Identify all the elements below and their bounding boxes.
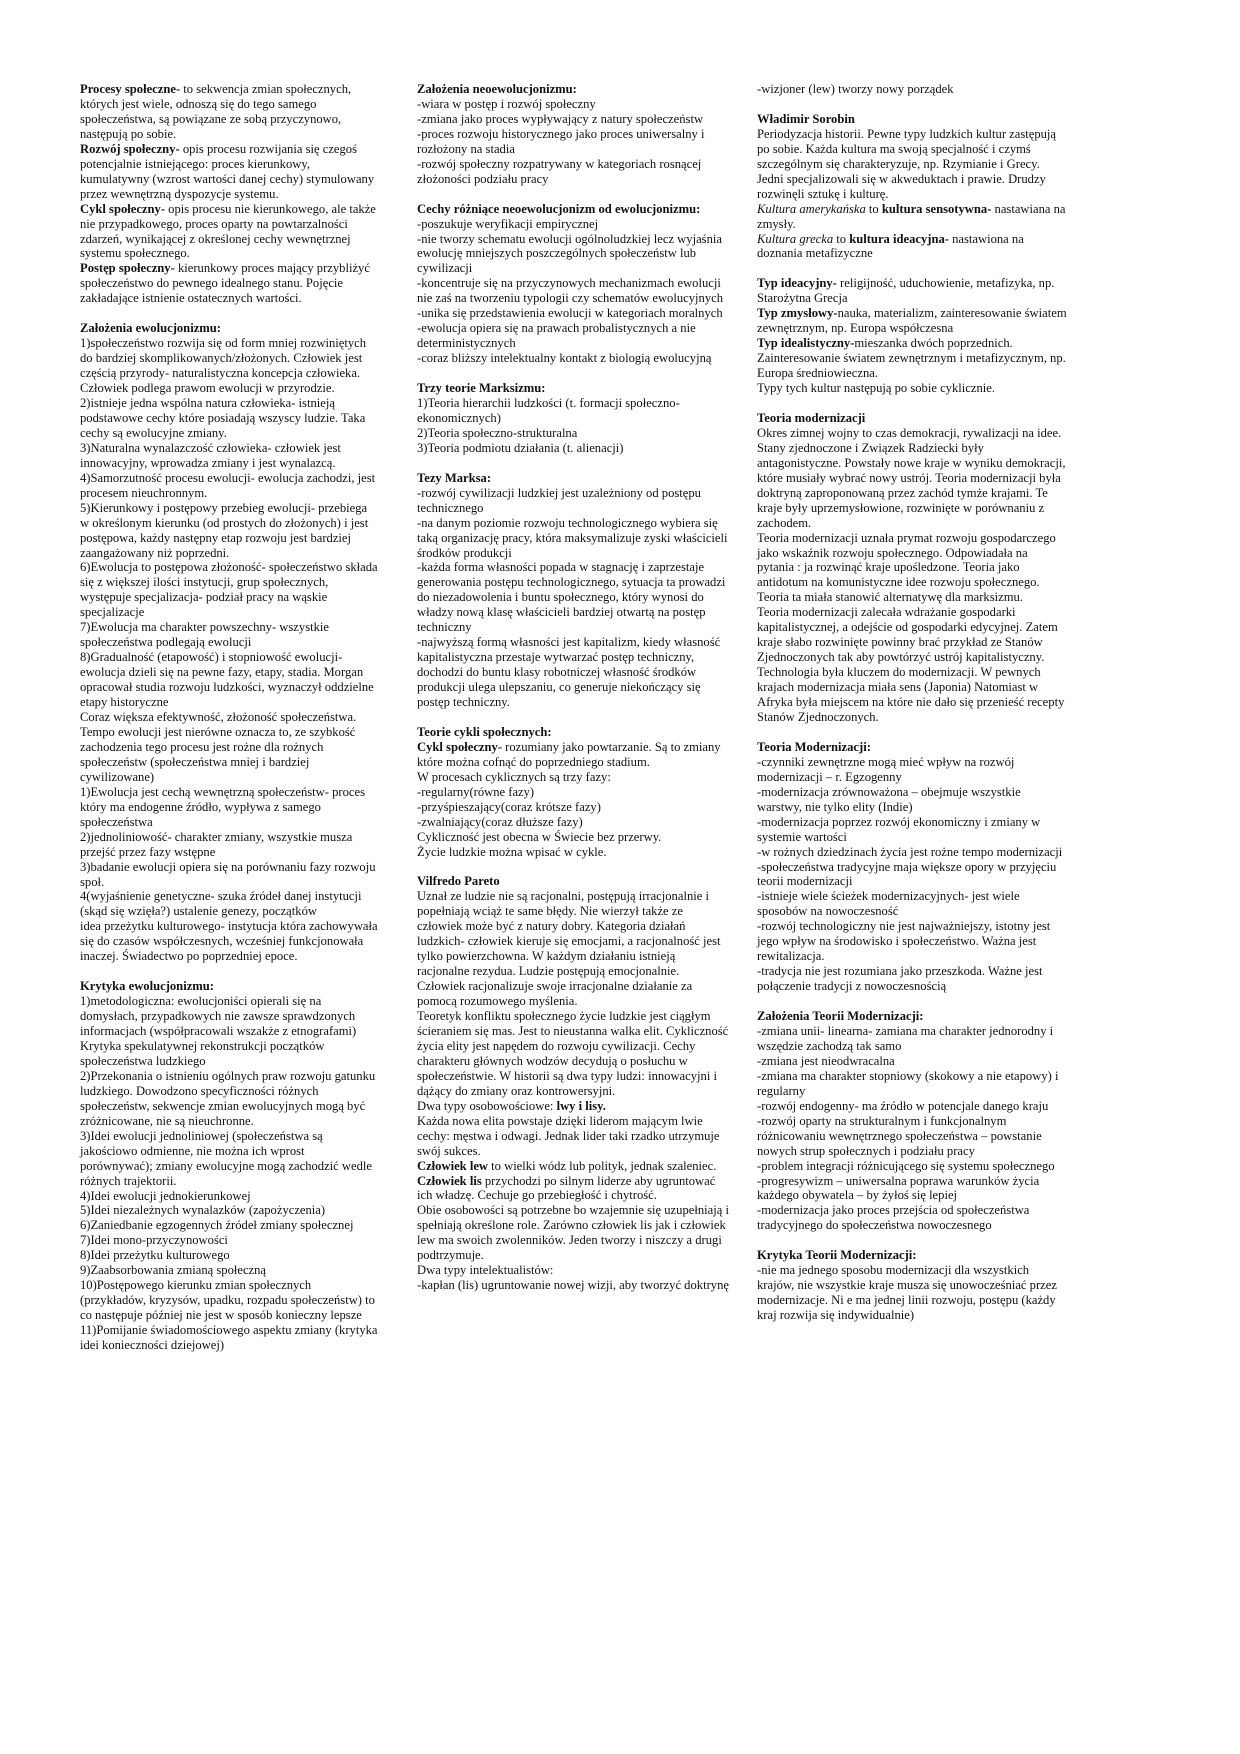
- paragraph: [757, 1099, 1067, 1114]
- section-heading: Krytyka ewolucjonizmu:: [80, 979, 214, 994]
- section-heading: Teoria Modernizacji:: [757, 739, 871, 754]
- bold-term: Rozwój społeczny-: [80, 141, 180, 156]
- paragraph: [417, 815, 729, 830]
- paragraph: [80, 1189, 378, 1204]
- paragraph: [417, 1263, 729, 1278]
- paragraph-text: religijność, uduchowienie, metafizyka, np. Starożytna Grecja: [757, 276, 1055, 306]
- paragraph: [757, 755, 1067, 785]
- paragraph-text: -rozwój technologiczny nie jest najważniejszy, istotny jest jego wpływ na środowisko i społeczeństwo. Ważna jest rewitalizacja.: [757, 919, 1051, 964]
- paragraph: [80, 1278, 378, 1323]
- section-heading: Założenia neoewolucjonizmu:: [417, 82, 577, 96]
- paragraph: [417, 396, 729, 426]
- section-heading: Założenia Teorii Modernizacji:: [757, 1009, 924, 1024]
- paragraph-text: Technologia była kluczem do modernizacji. W pewnych krajach modernizacja miała sens (Japonia) Natomiast w Afryka była miejscem na które nie dało się przenieść recepty Stanów Zjednoczonych.: [757, 665, 1065, 724]
- paragraph-text: -kapłan (lis) ugruntowanie nowej wizji, aby tworzyć doktrynę: [417, 1278, 729, 1293]
- paragraph-text: 2)jednoliniowość- charakter zmiany, wszystkie musza przejść przez fazy wstępne: [80, 829, 353, 859]
- paragraph-text: mieszanka dwóch poprzednich. Zainteresowanie światem zewnętrznym i metafizycznym, np. Europa średniowieczna.: [757, 336, 1066, 381]
- paragraph-text: 3)Naturalna wynalazczość człowieka- człowiek jest innowacyjny, wprowadza zmiany i jest wynalazcą.: [80, 440, 341, 470]
- paragraph: [80, 396, 378, 441]
- paragraph-text: -wiara w postęp i rozwój społeczny: [417, 96, 596, 111]
- paragraph-text: 1)Teoria hierarchii ludzkości (t. formacji społeczno-ekonomicznych): [417, 395, 680, 425]
- paragraph-text: -zmiana jest nieodwracalna: [757, 1053, 895, 1068]
- paragraph-text: Cykliczność jest obecna w Świecie bez przerwy.: [417, 829, 662, 844]
- paragraph-text: nastawiana na zmysły.: [757, 201, 1066, 231]
- section-block: [757, 276, 1067, 396]
- bold-term: Typ ideacyjny-: [757, 276, 837, 291]
- section-heading: Vilfredo Pareto: [417, 874, 500, 889]
- paragraph-text: -rozwój cywilizacji ludzkiej jest uzależniony od postępu technicznego: [417, 485, 701, 515]
- paragraph: [757, 306, 1067, 336]
- paragraph-text: przychodzi po silnym liderze aby ugruntować ich władzę. Cechuje go przebiegłość i chytrość.: [417, 1173, 716, 1203]
- paragraph: [417, 97, 729, 112]
- paragraph: [757, 1174, 1067, 1204]
- section-block: [757, 740, 1067, 994]
- paragraph-text: Teoria modernizacji uznała prymat rozwoju gospodarczego jako wskaźnik rozwoju społecznego. Odpowiadała na pytania : ja rozwinąć kraje upośledzone. Teoria jako antidotum na komunistyczne idee rozwoju społecznego. Teoria ta miała stanowić alternatywę dla marksizmu.: [757, 530, 1056, 605]
- section-heading: Założenia ewolucjonizmu:: [80, 321, 221, 336]
- paragraph: [417, 845, 729, 860]
- paragraph-text: -społeczeństwa tradycyjne maja większe opory w przyjęciu teorii modernizacji: [757, 859, 1057, 889]
- paragraph: [80, 1263, 378, 1278]
- section-block: [417, 471, 729, 710]
- section-block: [757, 82, 1067, 97]
- paragraph-text: 6)Zaniedbanie egzogennych źródeł zmiany społecznej: [80, 1218, 354, 1233]
- paragraph-text: to: [865, 201, 882, 216]
- paragraph: [417, 157, 729, 187]
- paragraph: [80, 919, 378, 964]
- section-block: [757, 411, 1067, 725]
- paragraph-text: -rozwój społeczny rozpatrywany w kategoriach rosnącej złożoności podziału pracy: [417, 156, 702, 186]
- paragraph: [80, 1323, 378, 1353]
- paragraph: [757, 1203, 1067, 1233]
- paragraph: [417, 785, 729, 800]
- paragraph: [757, 336, 1067, 381]
- section-block: [417, 381, 729, 456]
- paragraph-text: 3)Teoria podmiotu działania (t. alienacji): [417, 440, 624, 455]
- paragraph: [757, 1024, 1067, 1054]
- bold-term: Typ zmysłowy-: [757, 306, 838, 321]
- paragraph: [80, 889, 378, 919]
- italic-term: Kultura amerykańska: [757, 201, 866, 216]
- paragraph-text: Periodyzacja historii. Pewne typy ludzkich kultur zastępują po sobie. Każda kultura ma swoją specjalność i czymś szczególnym się charakteryzuje, np. Rzymianie i Grecy. Jedni specjalizowali się w akweduktach i prawie. Drudzy rozwinęli sztukę i kulturę.: [757, 126, 1057, 201]
- bold-term: Typ idealistyczny-: [757, 336, 855, 351]
- paragraph: [417, 1159, 729, 1174]
- paragraph: [80, 710, 378, 785]
- bold-term: Cykl społeczny-: [80, 201, 166, 216]
- column-right: [757, 82, 1067, 1338]
- paragraph: [80, 560, 378, 620]
- paragraph-text: 4)Samorzutność procesu ewolucji- ewolucja zachodzi, jest procesem nieuchronnym.: [80, 470, 376, 500]
- paragraph-text: -modernizacja jako proces przejścia od społeczeństwa tradycyjnego do społeczeństwa nowoczesnego: [757, 1203, 1030, 1233]
- paragraph: [417, 635, 729, 710]
- paragraph: [417, 441, 729, 456]
- bold-term: Człowiek lew: [417, 1158, 488, 1173]
- paragraph-text: 1)Ewolucja jest cechą wewnętrzną społeczeństw- proces który ma endogenne źródło, wypływa z samego społeczeństwa: [80, 784, 365, 829]
- paragraph-text: -ewolucja opiera się na prawach probalistycznych a nie deterministycznych: [417, 321, 696, 351]
- paragraph-text: rozumiany jako powtarzanie. Są to zmiany które można cofnąć do poprzedniego stadium.: [417, 739, 721, 769]
- paragraph: [417, 306, 729, 321]
- paragraph-text: to wielki wódz lub polityk, jednak szaleniec.: [488, 1158, 717, 1173]
- paragraph-text: -każda forma własności popada w stagnację i zaprzestaje generowania postępu technologicznego, sytuacja ta prowadzi do niezadowolenia i buntu społecznego, który wynosi do władzy nową klasę właścicieli bardziej otwartą na postęp techniczny: [417, 560, 726, 635]
- paragraph-text: -progresywizm – uniwersalna poprawa warunków życia każdego obywatela – by żyłoś się lepiej: [757, 1173, 1040, 1203]
- paragraph: [80, 82, 378, 142]
- paragraph: [417, 800, 729, 815]
- paragraph-text: kierunkowy proces mający przybliżyć społeczeństwo do pewnego idealnego stanu. Pojęcie zakładające istnienie ostatecznych wartości.: [80, 261, 370, 306]
- paragraph: [757, 1114, 1067, 1159]
- section-heading: Trzy teorie Marksizmu:: [417, 381, 546, 396]
- paragraph: [757, 1054, 1067, 1069]
- paragraph: [417, 1174, 729, 1204]
- paragraph-text: to sekwencja zmian społecznych, których jest wiele, odnoszą się do tego samego społeczeństwa, są powiązane ze sobą przyczynowo, następują po sobie.: [80, 82, 352, 141]
- italic-term: Kultura grecka: [757, 231, 834, 246]
- paragraph: [80, 202, 378, 262]
- paragraph-text: 4)Idei ewolucji jednokierunkowej: [80, 1188, 251, 1203]
- paragraph-text: -tradycja nie jest rozumiana jako przeszkoda. Ważne jest połączenie tradycji z nowoczesnością: [757, 964, 1043, 994]
- bold-term: Postęp społeczny-: [80, 261, 175, 276]
- paragraph: [757, 1159, 1067, 1174]
- paragraph-text: opis procesu nie kierunkowego, ale także nie przypadkowego, proces oparty na powtarzalności zdarzeń, wynikającej z określonej cechy wewnętrznej systemu społecznego.: [80, 201, 376, 261]
- paragraph: [417, 560, 729, 635]
- paragraph: [80, 620, 378, 650]
- paragraph-text: -przyśpieszający(coraz krótsze fazy): [417, 799, 601, 814]
- paragraph-text: Coraz większa efektywność, złożoność społeczeństwa. Tempo ewolucji jest nierówne oznacza to, ze szybkość zachodzenia tego procesu jest rożne dla rożnych społeczeństw (społeczeństwa mniej i bardziej cywilizowane): [80, 710, 357, 784]
- paragraph-text: to: [833, 231, 850, 246]
- paragraph: [417, 127, 729, 157]
- paragraph-text: Dwa typy intelektualistów:: [417, 1263, 554, 1278]
- paragraph: [80, 994, 378, 1069]
- paragraph: [80, 142, 378, 202]
- section-heading: Teorie cykli społecznych:: [417, 724, 552, 739]
- paragraph-text: W procesach cyklicznych są trzy fazy:: [417, 769, 611, 784]
- bold-term: lwy i lisy.: [556, 1098, 606, 1113]
- paragraph: [757, 202, 1067, 232]
- column-left: [80, 82, 378, 1368]
- paragraph-text: -zmiana ma charakter stopniowy (skokowy a nie etapowy) i regularny: [757, 1068, 1059, 1098]
- paragraph: [80, 471, 378, 501]
- paragraph: [417, 770, 729, 785]
- paragraph: [417, 889, 729, 1009]
- paragraph: [417, 1278, 729, 1293]
- paragraph: [757, 1069, 1067, 1099]
- section-block: [417, 82, 729, 187]
- paragraph-text: nastawiona na doznania metafizyczne: [757, 231, 1024, 261]
- paragraph-text: -wizjoner (lew) tworzy nowy porządek: [757, 82, 954, 96]
- bold-term: kultura sensotywna-: [881, 201, 992, 216]
- section-block: [757, 1009, 1067, 1233]
- paragraph-text: Uznał ze ludzie nie są racjonalni, postępują irracjonalnie i popełniają wciąż te same błędy. Nie wierzył także ze człowiek może być z natury dobry. Kategoria działań ludzkich- człowiek kieruje się emocjami, a racjonalność jest tylko powierzchowna. W każdym działaniu istnieją racjonalne rezydua. Ludzie postępują emocjonalnie. Człowiek racjonalizuje swoje irracjonalne działanie za pomocą rozumowego myślenia.: [417, 889, 721, 1009]
- paragraph: [417, 1114, 729, 1159]
- paragraph: [757, 815, 1067, 845]
- paragraph-text: Okres zimnej wojny to czas demokracji, rywalizacji na idee. Stany zjednoczone i Związek Radziecki były antagonistyczne. Powstały nowe kraje w wyniku demokracji, które musiały wybrać nowy ustrój. Teoria modernizacji była doktryną zaproponowaną przez zachód tymże krajami. Te kraje były uprzemysłowione, rozwinięte w porównaniu z zachodem.: [757, 425, 1066, 530]
- paragraph-text: Teoria modernizacji zalecała wdrażanie gospodarki kapitalistycznej, a odejście od gospodarki edycyjnej. Zatem kraje słabo rozwinięte powinny brać przykład ze Stanów Zjednoczonych tak aby powtórzyć ustrój kapitalistyczny.: [757, 605, 1058, 665]
- paragraph-text: -poszukuje weryfikacji empirycznej: [417, 216, 599, 231]
- paragraph-text: Typy tych kultur następują po sobie cyklicznie.: [757, 381, 995, 396]
- paragraph-text: Obie osobowości są potrzebne bo wzajemnie się uzupełniają i spełniają określone role. Zarówno człowiek lis jak i człowiek lew ma swoich zwolenników. Jeden tworzy i niszczy a drugi podtrzymuje.: [417, 1203, 729, 1263]
- section-block: [757, 112, 1067, 262]
- paragraph-text: -problem integracji różnicującego się systemu społecznego: [757, 1158, 1055, 1173]
- paragraph-text: 8)Gradualność (etapowość) i stopniowość ewolucji- ewolucja dzieli się na pewne fazy, etapy, stadia. Morgan opracował studia rozwoju ludzkości, wyznaczył oddzielne etapy historyczne: [80, 650, 374, 710]
- paragraph-text: -nie tworzy schematu ewolucji ogólnoludzkiej lecz wyjaśnia ewolucję mniejszych poszczególnych społeczeństw lub cywilizacji: [417, 231, 722, 276]
- column-middle: [417, 82, 729, 1308]
- paragraph-text: 5)Idei niezależnych wynalazków (zapożyczenia): [80, 1203, 326, 1218]
- section-block: [757, 1248, 1067, 1323]
- paragraph: [80, 1248, 378, 1263]
- paragraph-text: Życie ludzkie można wpisać w cykle.: [417, 844, 607, 859]
- section-heading: Władimir Sorobin: [757, 111, 855, 126]
- paragraph-text: 3)Idei ewolucji jednoliniowej (społeczeństwa są jakościowo odmienne, nie można ich wprost porównywać); zmiany ewolucyjne mogą zachodzić wedle różnych trajektorii.: [80, 1128, 372, 1188]
- paragraph: [417, 217, 729, 232]
- paragraph: [417, 740, 729, 770]
- section-heading: Krytyka Teorii Modernizacji:: [757, 1248, 917, 1263]
- paragraph-text: 2)Teoria społeczno-strukturalna: [417, 425, 578, 440]
- paragraph-text: nauka, materializm, zainteresowanie światem zewnętrznym, np. Europa współczesna: [757, 306, 1067, 336]
- paragraph: [417, 351, 729, 366]
- paragraph: [757, 889, 1067, 919]
- paragraph-text: Każda nowa elita powstaje dzięki liderom mającym lwie cechy: męstwa i odwagi. Jednak lider taki rzadko utrzymuje swój sukces.: [417, 1113, 720, 1158]
- bold-term: Procesy społeczne-: [80, 82, 181, 96]
- paragraph-text: -modernizacja poprzez rozwój ekonomiczny i zmiany w systemie wartości: [757, 814, 1041, 844]
- paragraph-text: 11)Pomijanie świadomościowego aspektu zmiany (krytyka idei konieczności dziejowej): [80, 1323, 378, 1353]
- paragraph: [80, 261, 378, 306]
- paragraph-text: -modernizacja zrównoważona – obejmuje wszystkie warstwy, nie tylko elity (Indie): [757, 784, 1021, 814]
- section-block: [417, 874, 729, 1293]
- paragraph-text: 2)istnieje jedna wspólna natura człowieka- istnieją podstawowe cechy które posiadają wszyscy ludzie. Taka cechy są ewolucyjne zmiany.: [80, 396, 366, 440]
- paragraph: [757, 605, 1067, 665]
- paragraph-text: 1)metodologiczna: ewolucjoniści opierali się na domysłach, przypadkowych nie zawsze sprawdzonych informacjach (współpracowali wszakże z etnografami) Krytyka spekulatywnej rekonstrukcji początków społeczeństwa ludzkiego: [80, 994, 357, 1068]
- paragraph-text: 6)Ewolucja to postępowa złożoność- społeczeństwo składa się z większej ilości instytucji, grup społecznych, występuje specjalizacja- podział pracy na wąskie specjalizacje: [80, 560, 378, 620]
- paragraph: [417, 1099, 729, 1114]
- paragraph-text: idea przeżytku kulturowego- instytucja która zachowywała się do czasów współczesnych, wcześniej funkcjonowała inaczej. Świadectwo po poprzedniej epoce.: [80, 919, 378, 964]
- paragraph: [417, 232, 729, 277]
- section-block: [80, 979, 378, 1353]
- paragraph: [417, 112, 729, 127]
- paragraph-text: 7)Ewolucja ma charakter powszechny- wszystkie społeczeństwa podlegają ewolucji: [80, 620, 329, 650]
- paragraph: [757, 531, 1067, 606]
- paragraph-text: 8)Idei przeżytku kulturowego: [80, 1248, 230, 1263]
- paragraph: [80, 1069, 378, 1129]
- paragraph: [80, 1218, 378, 1233]
- section-heading: Tezy Marksa:: [417, 470, 492, 485]
- paragraph-text: Dwa typy osobowościowe:: [417, 1098, 557, 1113]
- section-heading: Cechy różniące neoewolucjonizm od ewolucjonizmu:: [417, 201, 701, 216]
- paragraph: [757, 82, 1067, 97]
- paragraph-text: -regularny(równe fazy): [417, 784, 535, 799]
- section-block: [417, 725, 729, 860]
- paragraph: [417, 830, 729, 845]
- paragraph: [757, 127, 1067, 202]
- paragraph-text: -najwyższą formą własności jest kapitalizm, kiedy własność kapitalistyczna przestaje wytwarzać postęp techniczny, dochodzi do buntu klasy robotniczej własność środków produkcji ulega ulepszaniu, co generuje niekończący się postęp techniczny.: [417, 635, 721, 710]
- paragraph: [417, 516, 729, 561]
- paragraph-text: 2)Przekonania o istnieniu ogólnych praw rozwoju gatunku ludzkiego. Dowodzono specyficzności różnych społeczeństw, sekwencje zmian ewolucyjnych mogą być zróżnicowane, nie są nieuchronne.: [80, 1068, 376, 1128]
- paragraph-text: -na danym poziomie rozwoju technologicznego wybiera się taką organizację pracy, która maksymalizuje zyski właścicieli środków produkcji: [417, 515, 728, 560]
- paragraph-text: -rozwój oparty na strukturalnym i funkcjonalnym różnicowaniu wewnętrznego społeczeństwa – powstanie nowych strup społecznych i podziału pracy: [757, 1113, 1042, 1158]
- paragraph: [80, 1129, 378, 1189]
- paragraph-text: -zmiana jako proces wypływający z natury społeczeństw: [417, 111, 704, 126]
- paragraph: [417, 321, 729, 351]
- section-block: [80, 321, 378, 964]
- paragraph: [757, 381, 1067, 396]
- paragraph-text: -coraz bliższy intelektualny kontakt z biologią ewolucyjną: [417, 351, 712, 366]
- section-heading: Teoria modernizacji: [757, 410, 866, 425]
- paragraph: [80, 441, 378, 471]
- bold-term: Człowiek lis: [417, 1173, 482, 1188]
- paragraph-text: 4(wyjaśnienie genetyczne- szuka źródeł danej instytucji (skąd się wzięła?) ustalenie genezy, początków: [80, 889, 362, 919]
- paragraph-text: -koncentruje się na przyczynowych mechanizmach ewolucji nie zaś na tworzeniu typologii czy schematów ewolucyjnych: [417, 276, 724, 306]
- paragraph: [80, 785, 378, 830]
- paragraph: [757, 426, 1067, 531]
- paragraph: [80, 830, 378, 860]
- bold-term: kultura ideacyjna-: [849, 231, 949, 246]
- paragraph-text: 1)społeczeństwo rozwija się od form mniej rozwiniętych do bardziej skomplikowanych/złożonych. Człowiek jest częścią przyrody- naturalistyczna koncepcja człowieka. Człowiek podlega prawom ewolucji w przyrodzie.: [80, 336, 367, 396]
- paragraph: [757, 276, 1067, 306]
- paragraph: [80, 336, 378, 396]
- paragraph-text: Teoretyk konfliktu społecznego życie ludzkie jest ciągłym ścieraniem się mas. Jest to nieustanna walka elit. Cykliczność życia elity jest napędem do rozwoju cywilizacji. Cechy charakteru głównych wodzów decydują o posłuchu w społeczeństwie. W historii są dwa typy ludzi: innowacyjni i dążący do zmiany oraz kontrowersyjni.: [417, 1009, 729, 1098]
- paragraph: [417, 276, 729, 306]
- paragraph-text: 7)Idei mono-przyczynowości: [80, 1233, 228, 1248]
- paragraph-text: -czynniki zewnętrzne mogą mieć wpływ na rozwój modernizacji – r. Egzogenny: [757, 754, 1015, 784]
- paragraph: [757, 785, 1067, 815]
- paragraph: [757, 665, 1067, 725]
- paragraph-text: -istnieje wiele ścieżek modernizacyjnych- jest wiele sposobów na nowoczesność: [757, 889, 1020, 919]
- paragraph-text: opis procesu rozwijania się czegoś potencjalnie istniejącego: proces kierunkowy, kumulatywny (wzrost wartości danej cechy) stymulowany przez wewnętrzną dyspozycje systemu.: [80, 141, 375, 201]
- paragraph-text: -zwalniający(coraz dłuższe fazy): [417, 814, 583, 829]
- paragraph-text: 5)Kierunkowy i postępowy przebieg ewolucji- przebiega w określonym kierunku (od prostych do złożonych) i jest postępowa, każdy następny etap rozwoju jest bardziej zaangażowany niż poprzedni.: [80, 500, 369, 560]
- paragraph: [80, 860, 378, 890]
- paragraph: [417, 426, 729, 441]
- paragraph-text: -w rożnych dziedzinach życia jest rożne tempo modernizacji: [757, 844, 1063, 859]
- paragraph-text: 3)badanie ewolucji opiera się na porównaniu fazy rozwoju społ.: [80, 859, 376, 889]
- paragraph-text: -unika się przedstawienia ewolucji w kategoriach moralnych: [417, 306, 723, 321]
- paragraph: [80, 650, 378, 710]
- paragraph: [80, 1233, 378, 1248]
- paragraph: [757, 860, 1067, 890]
- paragraph: [757, 964, 1067, 994]
- paragraph-text: 10)Postępowego kierunku zmian społecznych (przykładów, kryzysów, upadku, rozpadu społeczeństw) to co następuje później nie jest w sposób konieczny lepsze: [80, 1278, 375, 1323]
- paragraph: [757, 232, 1067, 262]
- paragraph: [757, 1263, 1067, 1323]
- paragraph: [80, 1203, 378, 1218]
- paragraph: [417, 1203, 729, 1263]
- paragraph: [757, 845, 1067, 860]
- paragraph-text: -zmiana unii- linearna- zamiana ma charakter jednorodny i wszędzie zachodzą tak samo: [757, 1023, 1054, 1053]
- paragraph-text: -proces rozwoju historycznego jako proces uniwersalny i rozłożony na stadia: [417, 126, 705, 156]
- paragraph-text: -rozwój endogenny- ma źródło w potencjale danego kraju: [757, 1098, 1049, 1113]
- paragraph-text: -nie ma jednego sposobu modernizacji dla wszystkich krajów, nie wszystkie kraje musza się unowocześniać przez modernizacje. Ni e ma jednej linii rozwoju, postępu (każdy kraj rozwija się indywidualnie): [757, 1263, 1057, 1323]
- paragraph: [417, 486, 729, 516]
- paragraph: [417, 1009, 729, 1099]
- paragraph: [757, 919, 1067, 964]
- paragraph-text: 9)Zaabsorbowania zmianą społeczną: [80, 1263, 267, 1278]
- paragraph: [80, 501, 378, 561]
- bold-term: Cykl społeczny-: [417, 739, 503, 754]
- section-block: [80, 82, 378, 306]
- section-block: [417, 202, 729, 366]
